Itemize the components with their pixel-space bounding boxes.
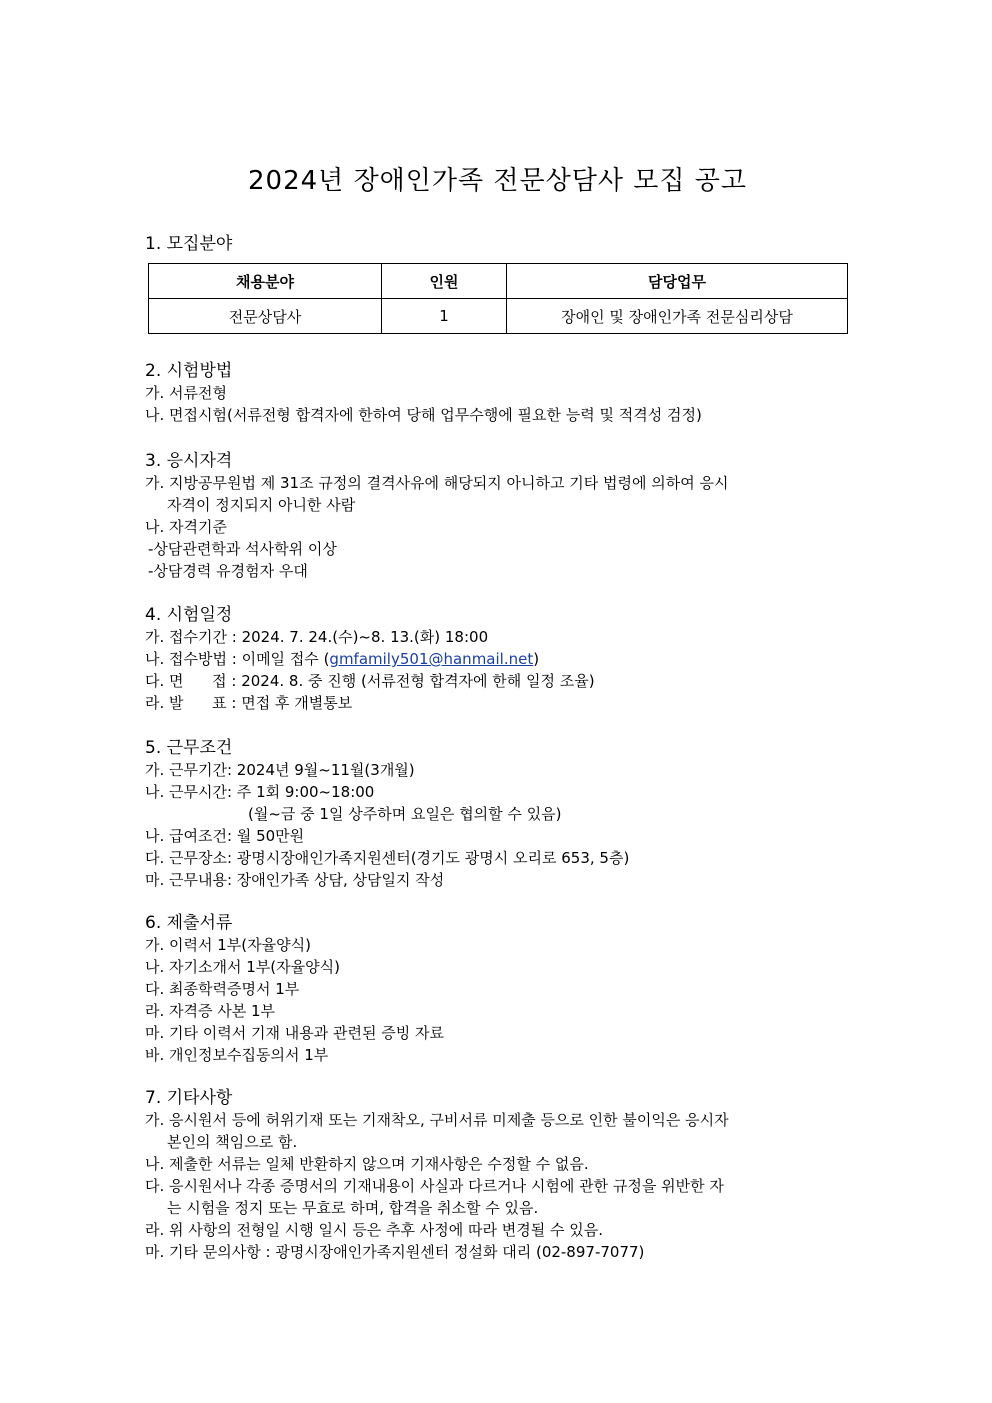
list-item: 라. 발 표 : 면접 후 개별통보	[145, 694, 353, 712]
list-item: 마. 기타 문의사항 : 광명시장애인가족지원센터 정설화 대리 (02-897-7077)	[145, 1243, 645, 1261]
recruitment-table	[148, 263, 848, 334]
table-header: 인원	[382, 264, 507, 299]
section-heading: 2. 시험방법	[145, 361, 233, 381]
list-item: 나. 급여조건: 월 50만원	[145, 827, 305, 845]
table-cell: 전문상담사	[149, 299, 382, 334]
list-item: 나. 자기소개서 1부(자율양식)	[145, 958, 340, 976]
section-heading: 4. 시험일정	[145, 605, 233, 625]
list-item: 다. 최종학력증명서 1부	[145, 980, 300, 998]
list-item: 마. 근무내용: 장애인가족 상담, 상담일지 작성	[145, 871, 445, 889]
table-cell: 1	[382, 299, 507, 334]
list-item: 나. 자격기준	[145, 518, 227, 536]
page-title: 2024년 장애인가족 전문상담사 모집 공고	[248, 166, 747, 196]
list-item: 나. 근무시간: 주 1회 9:00~18:00	[145, 783, 375, 801]
list-item: 다. 응시원서나 각종 증명서의 기재내용이 사실과 다르거나 시험에 관한 규정을 위반한 자	[145, 1177, 724, 1195]
list-item: 다. 면 접 : 2024. 8. 중 진행 (서류전형 합격자에 한해 일정 조율)	[145, 672, 595, 690]
list-item: 가. 접수기간 : 2024. 7. 24.(수)~8. 13.(화) 18:00	[145, 628, 489, 646]
table-header: 채용분야	[149, 264, 382, 299]
list-item: 나. 면접시험(서류전형 합격자에 한하여 당해 업무수행에 필요한 능력 및 적격성 검정)	[145, 406, 702, 424]
section-qualification	[145, 450, 850, 582]
list-item-text: 나. 접수방법 : 이메일 접수 (	[145, 650, 330, 668]
list-item-continuation: (월~금 중 1일 상주하며 요일은 협의할 수 있음)	[248, 805, 562, 823]
section-heading: 5. 근무조건	[145, 738, 233, 758]
section-recruitment-field	[145, 233, 850, 255]
section-documents	[145, 912, 850, 1066]
section-other-notes	[145, 1087, 850, 1263]
email-link[interactable]: gmfamily501@hanmail.net	[329, 650, 534, 668]
list-item: 다. 근무장소: 광명시장애인가족지원센터(경기도 광명시 오리로 653, 5층)	[145, 849, 630, 867]
section-schedule	[145, 604, 850, 714]
list-subitem: -상담경력 유경험자 우대	[148, 562, 308, 580]
list-item: 마. 기타 이력서 기재 내용과 관련된 증빙 자료	[145, 1024, 444, 1042]
list-item: 바. 개인정보수집동의서 1부	[145, 1046, 329, 1064]
list-item: 라. 위 사항의 전형일 시행 일시 등은 추후 사정에 따라 변경될 수 있음.	[145, 1221, 603, 1239]
list-item: 가. 서류전형	[145, 384, 227, 402]
list-item: 나. 제출한 서류는 일체 반환하지 않으며 기재사항은 수정할 수 없음.	[145, 1155, 589, 1173]
section-heading: 7. 기타사항	[145, 1088, 233, 1108]
list-item-continuation: 자격이 정지되지 아니한 사람	[167, 496, 356, 514]
table-cell: 장애인 및 장애인가족 전문심리상담	[507, 299, 848, 334]
table-row	[149, 299, 848, 334]
section-heading: 3. 응시자격	[145, 451, 233, 471]
list-item: 라. 자격증 사본 1부	[145, 1002, 276, 1020]
list-subitem: -상담관련학과 석사학위 이상	[148, 540, 337, 558]
table-header: 담당업무	[507, 264, 848, 299]
list-item	[145, 648, 850, 670]
list-item: 가. 응시원서 등에 허위기재 또는 기재착오, 구비서류 미제출 등으로 인한 불이익은 응시자	[145, 1111, 729, 1129]
list-item-continuation: 는 시험을 정지 또는 무효로 하며, 합격을 취소할 수 있음.	[167, 1199, 539, 1217]
list-item-continuation: 본인의 책임으로 함.	[167, 1133, 298, 1151]
table-header-row	[149, 264, 848, 299]
list-item: 가. 지방공무원법 제 31조 규정의 결격사유에 해당되지 아니하고 기타 법령에 의하여 응시	[145, 474, 729, 492]
list-item-text: )	[533, 650, 540, 668]
section-heading: 6. 제출서류	[145, 913, 233, 933]
list-item: 가. 근무기간: 2024년 9월~11월(3개월)	[145, 761, 415, 779]
section-heading: 1. 모집분야	[145, 234, 233, 254]
section-exam-method	[145, 360, 850, 426]
section-work-conditions	[145, 737, 850, 891]
list-item: 가. 이력서 1부(자율양식)	[145, 936, 311, 954]
